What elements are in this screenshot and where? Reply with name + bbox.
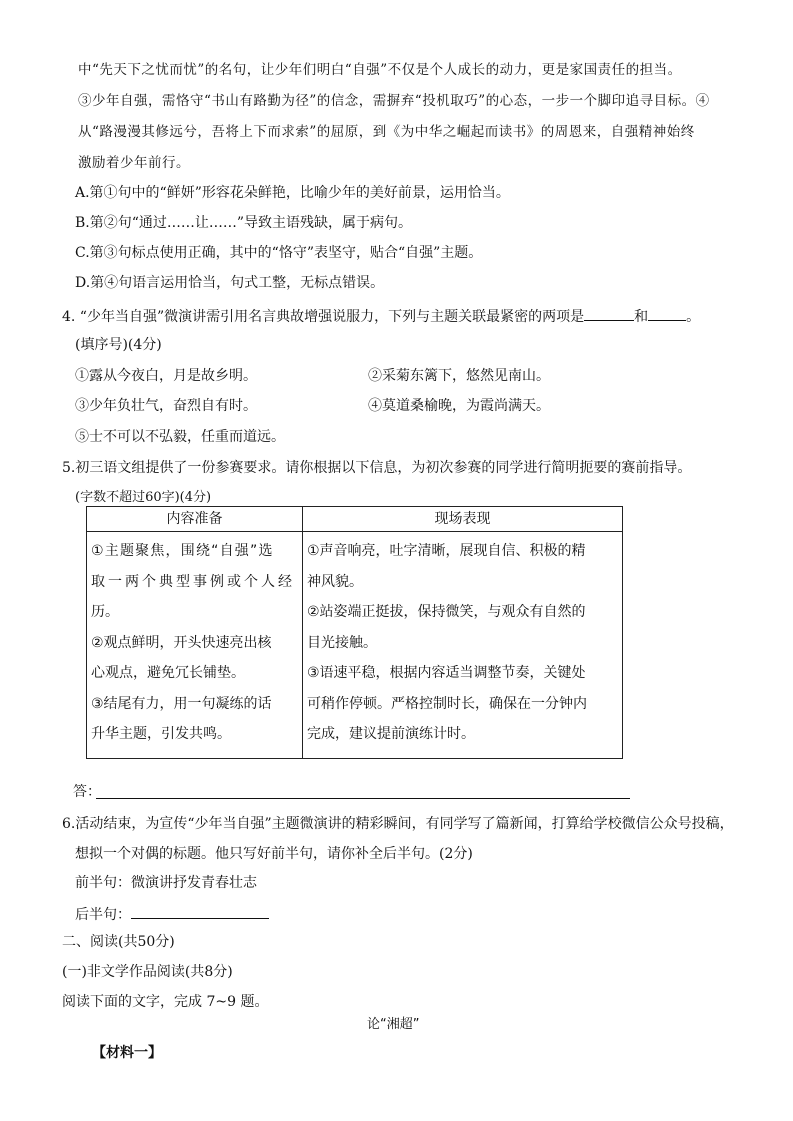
content-line-5: 心观点，避免冗长铺垫。 [91,665,245,681]
q6-back-half [75,904,269,924]
q4-end: 。 [686,309,701,325]
performance-line-4: 目光接触。 [307,634,377,651]
content-line-4: ②观点鲜明，开头快速亮出核 [91,634,272,651]
q3-option-d: D.第④句语言运用恰当，句式工整，无标点错误。 [75,275,385,291]
table-cell-performance [303,532,623,759]
table-header-row [87,507,623,532]
q3-option-c: C.第③句标点使用正确，其中的“恪守”表坚守，贴合“自强”主题。 [75,245,483,261]
q4-blank-1[interactable] [584,306,634,321]
q3-option-a: A.第①句中的“鲜妍”形容花朵鲜艳，比喻少年的美好前景，运用恰当。 [75,185,510,201]
performance-line-2: 神风貌。 [307,573,363,590]
passage-line-4: 激励着少年前行。 [78,155,190,171]
q6-stem: 6.活动结束，为宣传“少年当自强”主题微演讲的精彩瞬间，有同学写了篇新闻，打算给学校微信公众号投稿， [62,816,734,832]
q4-option-2: ②采菊东篱下，悠然见南山。 [368,368,550,384]
passage-line-3: 从“路漫漫其修远兮，吾将上下而求索”的屈原，到《为中华之崛起而读书》的周恩来，自强精神始终 [78,124,695,140]
q4-blank-2[interactable] [648,306,686,321]
section-2-subtitle: (一)非文学作品阅读(共8分) [62,964,233,980]
q3-option-b: B.第②句“通过……让……”导致主语残缺，属于病句。 [75,215,413,231]
content-line-6: ③结尾有力，用一句凝练的话 [91,695,272,712]
content-line-2: 取一两个典型事例或个人经 [91,573,295,590]
performance-line-6: 可稍作停顿。严格控制时长，确保在一分钟内 [307,695,587,712]
q6-back-blank[interactable] [131,904,269,919]
q4-hint: (填序号)(4分) [75,337,162,353]
passage-line-1: 中“先天下之忧而忧”的名句，让少年们明白“自强”不仅是个人成长的动力，更是家国责任的担当。 [78,62,682,78]
performance-line-3: ②站姿端正挺拔，保持微笑，与观众有自然的 [307,604,586,620]
content-line-3: 历。 [91,604,119,620]
q4-stem [62,306,700,326]
q5-stem: 5.初三语文组提供了一份参赛要求。请你根据以下信息，为初次参赛的同学进行简明扼要的赛前指导。 [62,460,692,476]
section-2-title: 二、阅读(共50分) [62,934,175,950]
performance-line-5: ③语速平稳，根据内容适当调整节奏，关键处 [307,665,586,681]
q5-answer-blank[interactable] [96,798,630,799]
performance-line-1: ①声音响亮，吐字清晰，展现自信、积极的精 [307,543,586,559]
content-line-1: ①主题聚焦，围绕“自强”选 [91,543,274,559]
q4-option-3: ③少年负壮气，奋烈自有时。 [75,398,257,414]
table-header-performance: 现场表现 [303,507,623,532]
material-one-label: 【材料一】 [92,1045,162,1061]
q6-back-label: 后半句： [75,907,131,923]
passage-line-2: ③少年自强，需恪守“书山有路勤为径”的信念，需摒弃“投机取巧”的心态，一步一个脚印追寻目标。④ [78,93,710,109]
q4-stem-text: 4. “少年当自强”微演讲需引用名言典故增强说服力，下列与主题关联最紧密的两项是 [62,309,585,325]
q4-option-1: ①露从今夜白，月是故乡明。 [75,368,257,384]
q4-option-5: ⑤士不可以不弘毅，任重而道远。 [75,429,285,445]
q4-option-4: ④莫道桑榆晚，为霞尚满天。 [368,398,550,414]
q4-and: 和 [634,309,649,325]
article-title: 论“湘超” [367,1017,420,1032]
q6-front-half: 前半句：微演讲抒发青春壮志 [75,875,257,891]
q5-answer-label: 答： [73,784,101,800]
q6-stem-2: 想拟一个对偶的标题。他只写好前半句，请你补全后半句。(2分) [75,846,473,862]
q5-hint: (字数不超过60字)(4分) [75,490,212,505]
requirements-table [86,506,623,759]
section-2-instruction: 阅读下面的文字，完成 7~9 题。 [62,994,269,1010]
table-cell-content [87,532,303,759]
table-header-content: 内容准备 [87,507,303,532]
table-row [87,532,623,759]
performance-line-7: 完成，建议提前演练计时。 [307,726,475,742]
content-line-7: 升华主题，引发共鸣。 [91,726,231,742]
